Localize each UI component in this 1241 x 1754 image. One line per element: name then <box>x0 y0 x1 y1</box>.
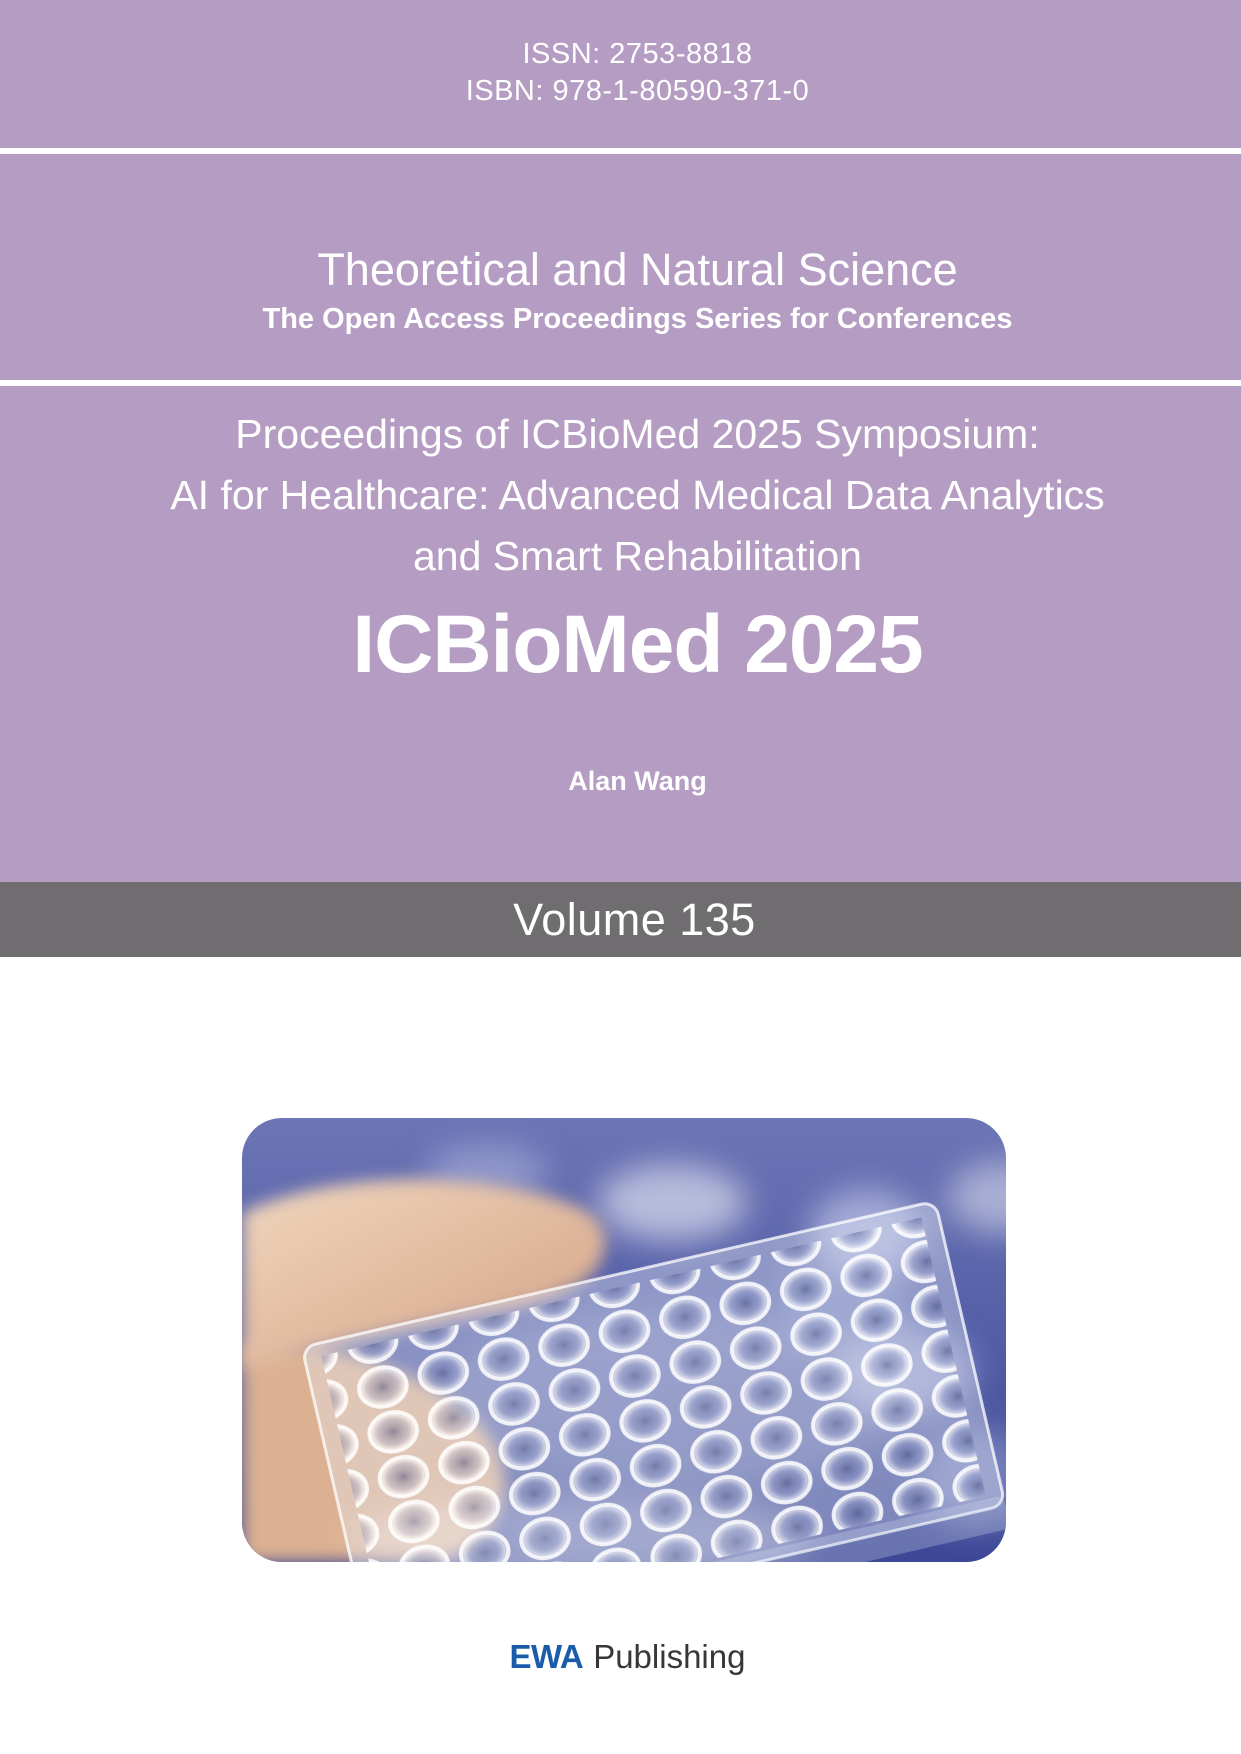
divider-line-middle <box>0 380 1241 386</box>
volume-label: Volume 135 <box>513 893 756 945</box>
cover-photo <box>242 1118 1006 1562</box>
microplate-photo-illustration <box>242 1118 1006 1562</box>
proceedings-title <box>0 404 1241 587</box>
publisher-logo <box>7 1638 1241 1676</box>
editor-name: Alan Wang <box>568 766 707 796</box>
divider-line-top <box>0 148 1241 154</box>
issn-text: ISSN: 2753-8818 <box>522 38 753 70</box>
isbn-text: ISBN: 978-1-80590-371-0 <box>465 75 810 107</box>
issn-isbn-block <box>0 36 1241 110</box>
proceedings-title-line2: AI for Healthcare: Advanced Medical Data Analytics <box>170 472 1105 518</box>
volume-band <box>0 882 1241 957</box>
proceedings-title-line3: and Smart Rehabilitation <box>413 533 862 579</box>
series-title: Theoretical and Natural Science <box>317 244 958 295</box>
publisher-name-primary: EWA <box>509 1638 584 1675</box>
publisher-name-secondary: Publishing <box>593 1638 746 1675</box>
proceedings-title-line1: Proceedings of ICBioMed 2025 Symposium: <box>235 411 1040 457</box>
conference-name: ICBioMed 2025 <box>352 599 923 690</box>
series-subtitle: The Open Access Proceedings Series for Conferences <box>262 303 1013 335</box>
